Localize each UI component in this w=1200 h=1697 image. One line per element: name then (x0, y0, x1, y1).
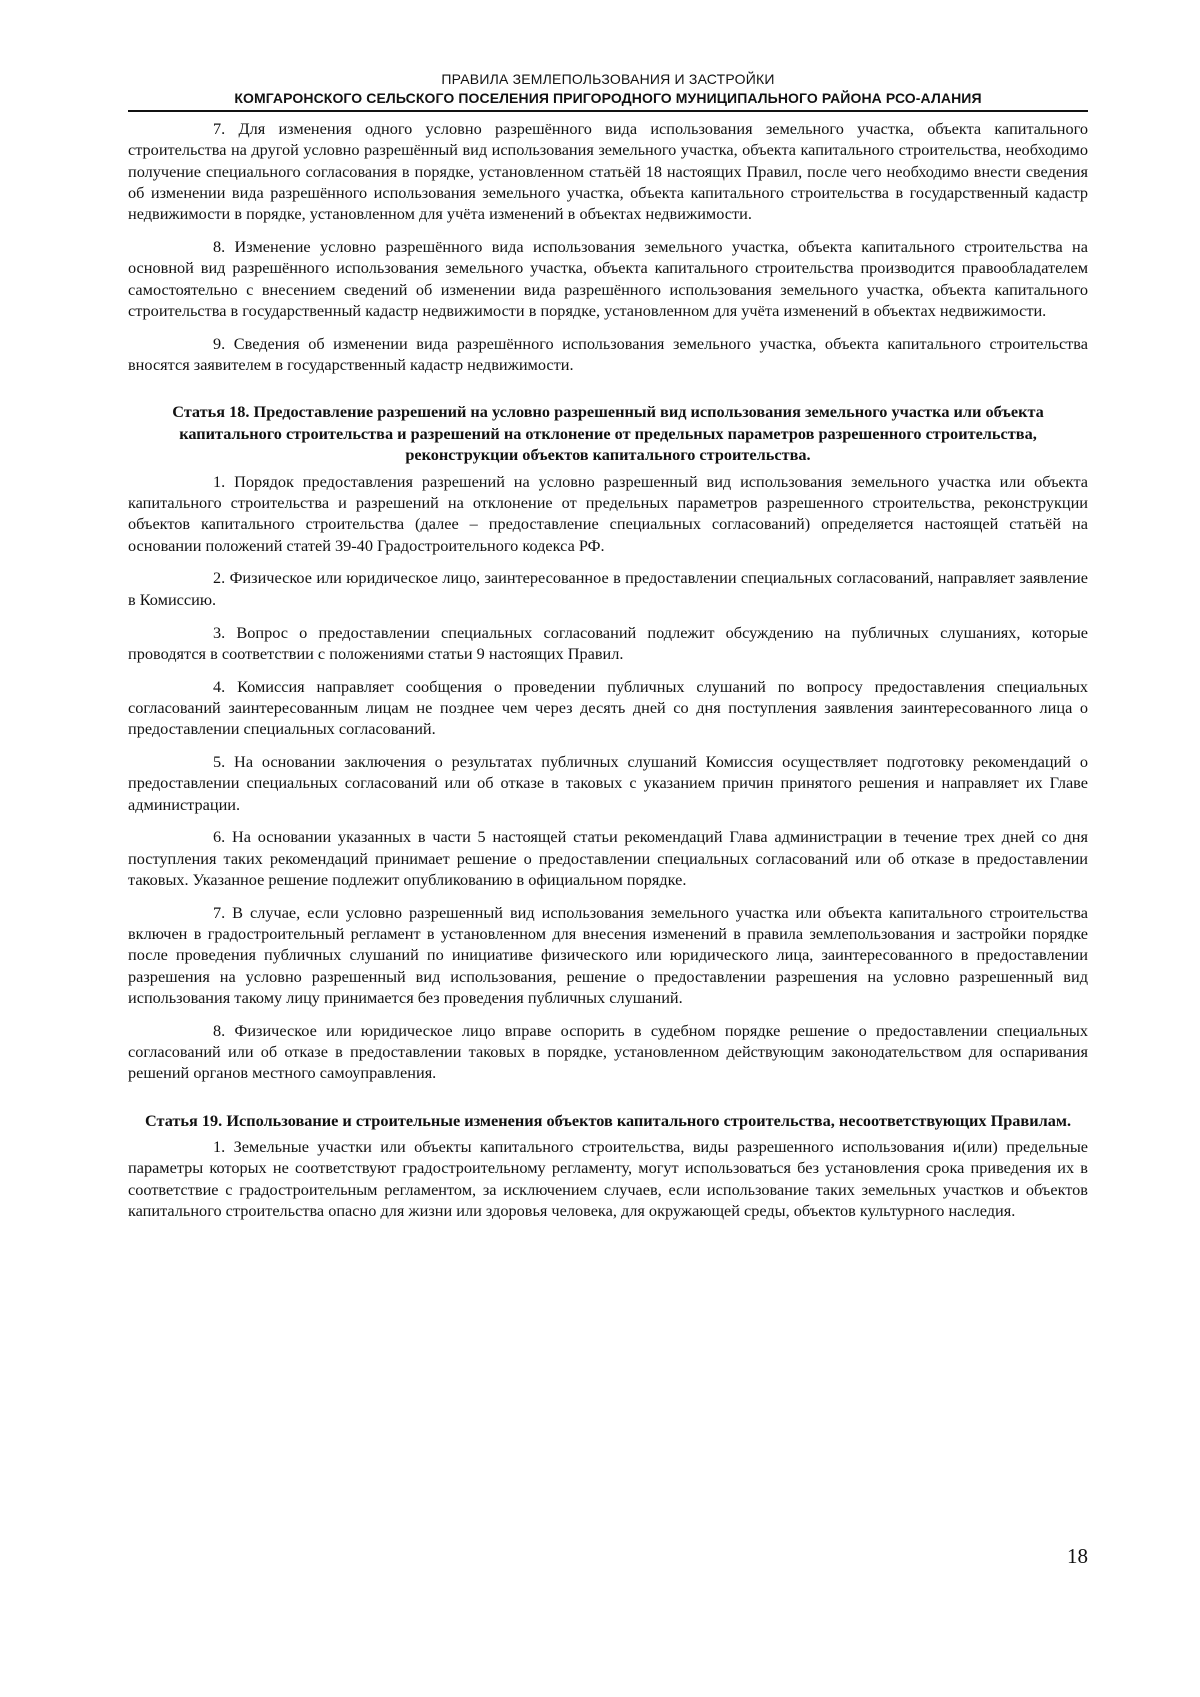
article-19-paragraph-1: 1. Земельные участки или объекты капитального строительства, виды разрешенного использования и(или) предельные параметры которых не соответствуют градостроительному регламенту, могут использоваться без установления срока приведения их в соответствие с градостроительным регламентом, за исключением случаев, если использование таких земельных участков и объектов капитального строительства опасно для жизни или здоровья человека, для окружающей среды, объектов культурного наследия. (128, 1137, 1088, 1221)
article-19-title: Статья 19. Использование и строительные изменения объектов капитального строительства, несоответствующих Правилам. (144, 1110, 1072, 1130)
header-title-line: ПРАВИЛА ЗЕМЛЕПОЛЬЗОВАНИЯ И ЗАСТРОЙКИ (441, 71, 775, 87)
document-page (128, 0, 1088, 1697)
article-18-paragraph-2: 2. Физическое или юридическое лицо, заинтересованное в предоставлении специальных согласований, направляет заявление в Комиссию. (128, 568, 1088, 609)
paragraph-intro-8: 8. Изменение условно разрешённого вида использования земельного участка, объекта капитального строительства на основной вид разрешённого использования земельного участка, объекта капитального строительства производится правообладателем самостоятельно с внесением сведений об изменении вида разрешённого использования земельного участка, объекта капитального строительства в государственный кадастр недвижимости в порядке, установленном для учёта изменений в объектах недвижимости. (128, 236, 1088, 320)
page-number: 18 (1067, 1544, 1088, 1568)
header-subtitle-line: КОМГАРОНСКОГО СЕЛЬСКОГО ПОСЕЛЕНИЯ ПРИГОРОДНОГО МУНИЦИПАЛЬНОГО РАЙОНА РСО-АЛАНИЯ (234, 90, 982, 106)
article-18-paragraph-1: 1. Порядок предоставления разрешений на условно разрешенный вид использования земельного участка или объекта капитального строительства и разрешений на отклонение от предельных параметров разрешенного строительства, реконструкции объектов капитального строительства (далее – предоставление специальных согласований) определяется настоящей статьёй на основании положений статей 39-40 Градостроительного кодекса РФ. (128, 471, 1088, 555)
document-body (128, 118, 1088, 1233)
paragraph-intro-7: 7. Для изменения одного условно разрешённого вида использования земельного участка, объекта капитального строительства на другой условно разрешённый вид использования земельного участка, объекта капитального строительства, необходимо получение специального согласования в порядке, установленном статьёй 18 настоящих Правил, после чего необходимо внести сведения об изменении вида разрешённого использования земельного участка, объекта капитального строительства в государственный кадастр недвижимости в порядке, установленном для учёта изменений в объектах недвижимости. (128, 119, 1088, 224)
article-18-title: Статья 18. Предоставление разрешений на условно разрешенный вид использования земельного участка или объекта капитального строительства и разрешений на отклонение от предельных параметров разрешенного строительства, реконструкции объектов капитального строительства. (172, 402, 1044, 465)
running-header (128, 70, 1088, 108)
article-18-paragraph-3: 3. Вопрос о предоставлении специальных согласований подлежит обсуждению на публичных слушаниях, которые проводятся в соответствии с положениями статьи 9 настоящих Правил. (128, 622, 1088, 663)
header-divider (128, 110, 1088, 112)
article-18-paragraph-8: 8. Физическое или юридическое лицо вправе оспорить в судебном порядке решение о предоставлении специальных согласований или об отказе в предоставлении таковых в порядке, установленном действующим законодательством для оспаривания решений органов местного самоуправления. (128, 1020, 1088, 1083)
article-18-paragraph-5: 5. На основании заключения о результатах публичных слушаний Комиссия осуществляет подготовку рекомендаций о предоставлении специальных согласований или об отказе в таковых с указанием причин принятого решения и направляет их Главе администрации. (128, 752, 1088, 814)
article-18-paragraph-4: 4. Комиссия направляет сообщения о проведении публичных слушаний по вопросу предоставления специальных согласований заинтересованным лицам не позднее чем через десять дней со дня поступления заявления заинтересованного лица о предоставлении специальных согласований. (128, 676, 1088, 739)
paragraph-intro-9: 9. Сведения об изменении вида разрешённого использования земельного участка, объекта капитального строительства вносятся заявителем в государственный кадастр недвижимости. (128, 333, 1088, 374)
article-18-paragraph-7: 7. В случае, если условно разрешенный вид использования земельного участка или объекта капитального строительства включен в градостроительный регламент в установленном для внесения изменений в правила землепользования и застройки порядке после проведения публичных слушаний по инициативе физического или юридического лица, заинтересованного в предоставлении разрешения на условно разрешенный вид использования, решение о предоставлении разрешения на условно разрешенный вид использования такому лицу принимается без проведения публичных слушаний. (128, 902, 1088, 1007)
article-18-paragraph-6: 6. На основании указанных в части 5 настоящей статьи рекомендаций Глава администрации в течение трех дней со дня поступления таких рекомендаций принимает решение о предоставлении специальных согласований или об отказе в предоставлении таковых. Указанное решение подлежит опубликованию в официальном порядке. (128, 827, 1088, 890)
